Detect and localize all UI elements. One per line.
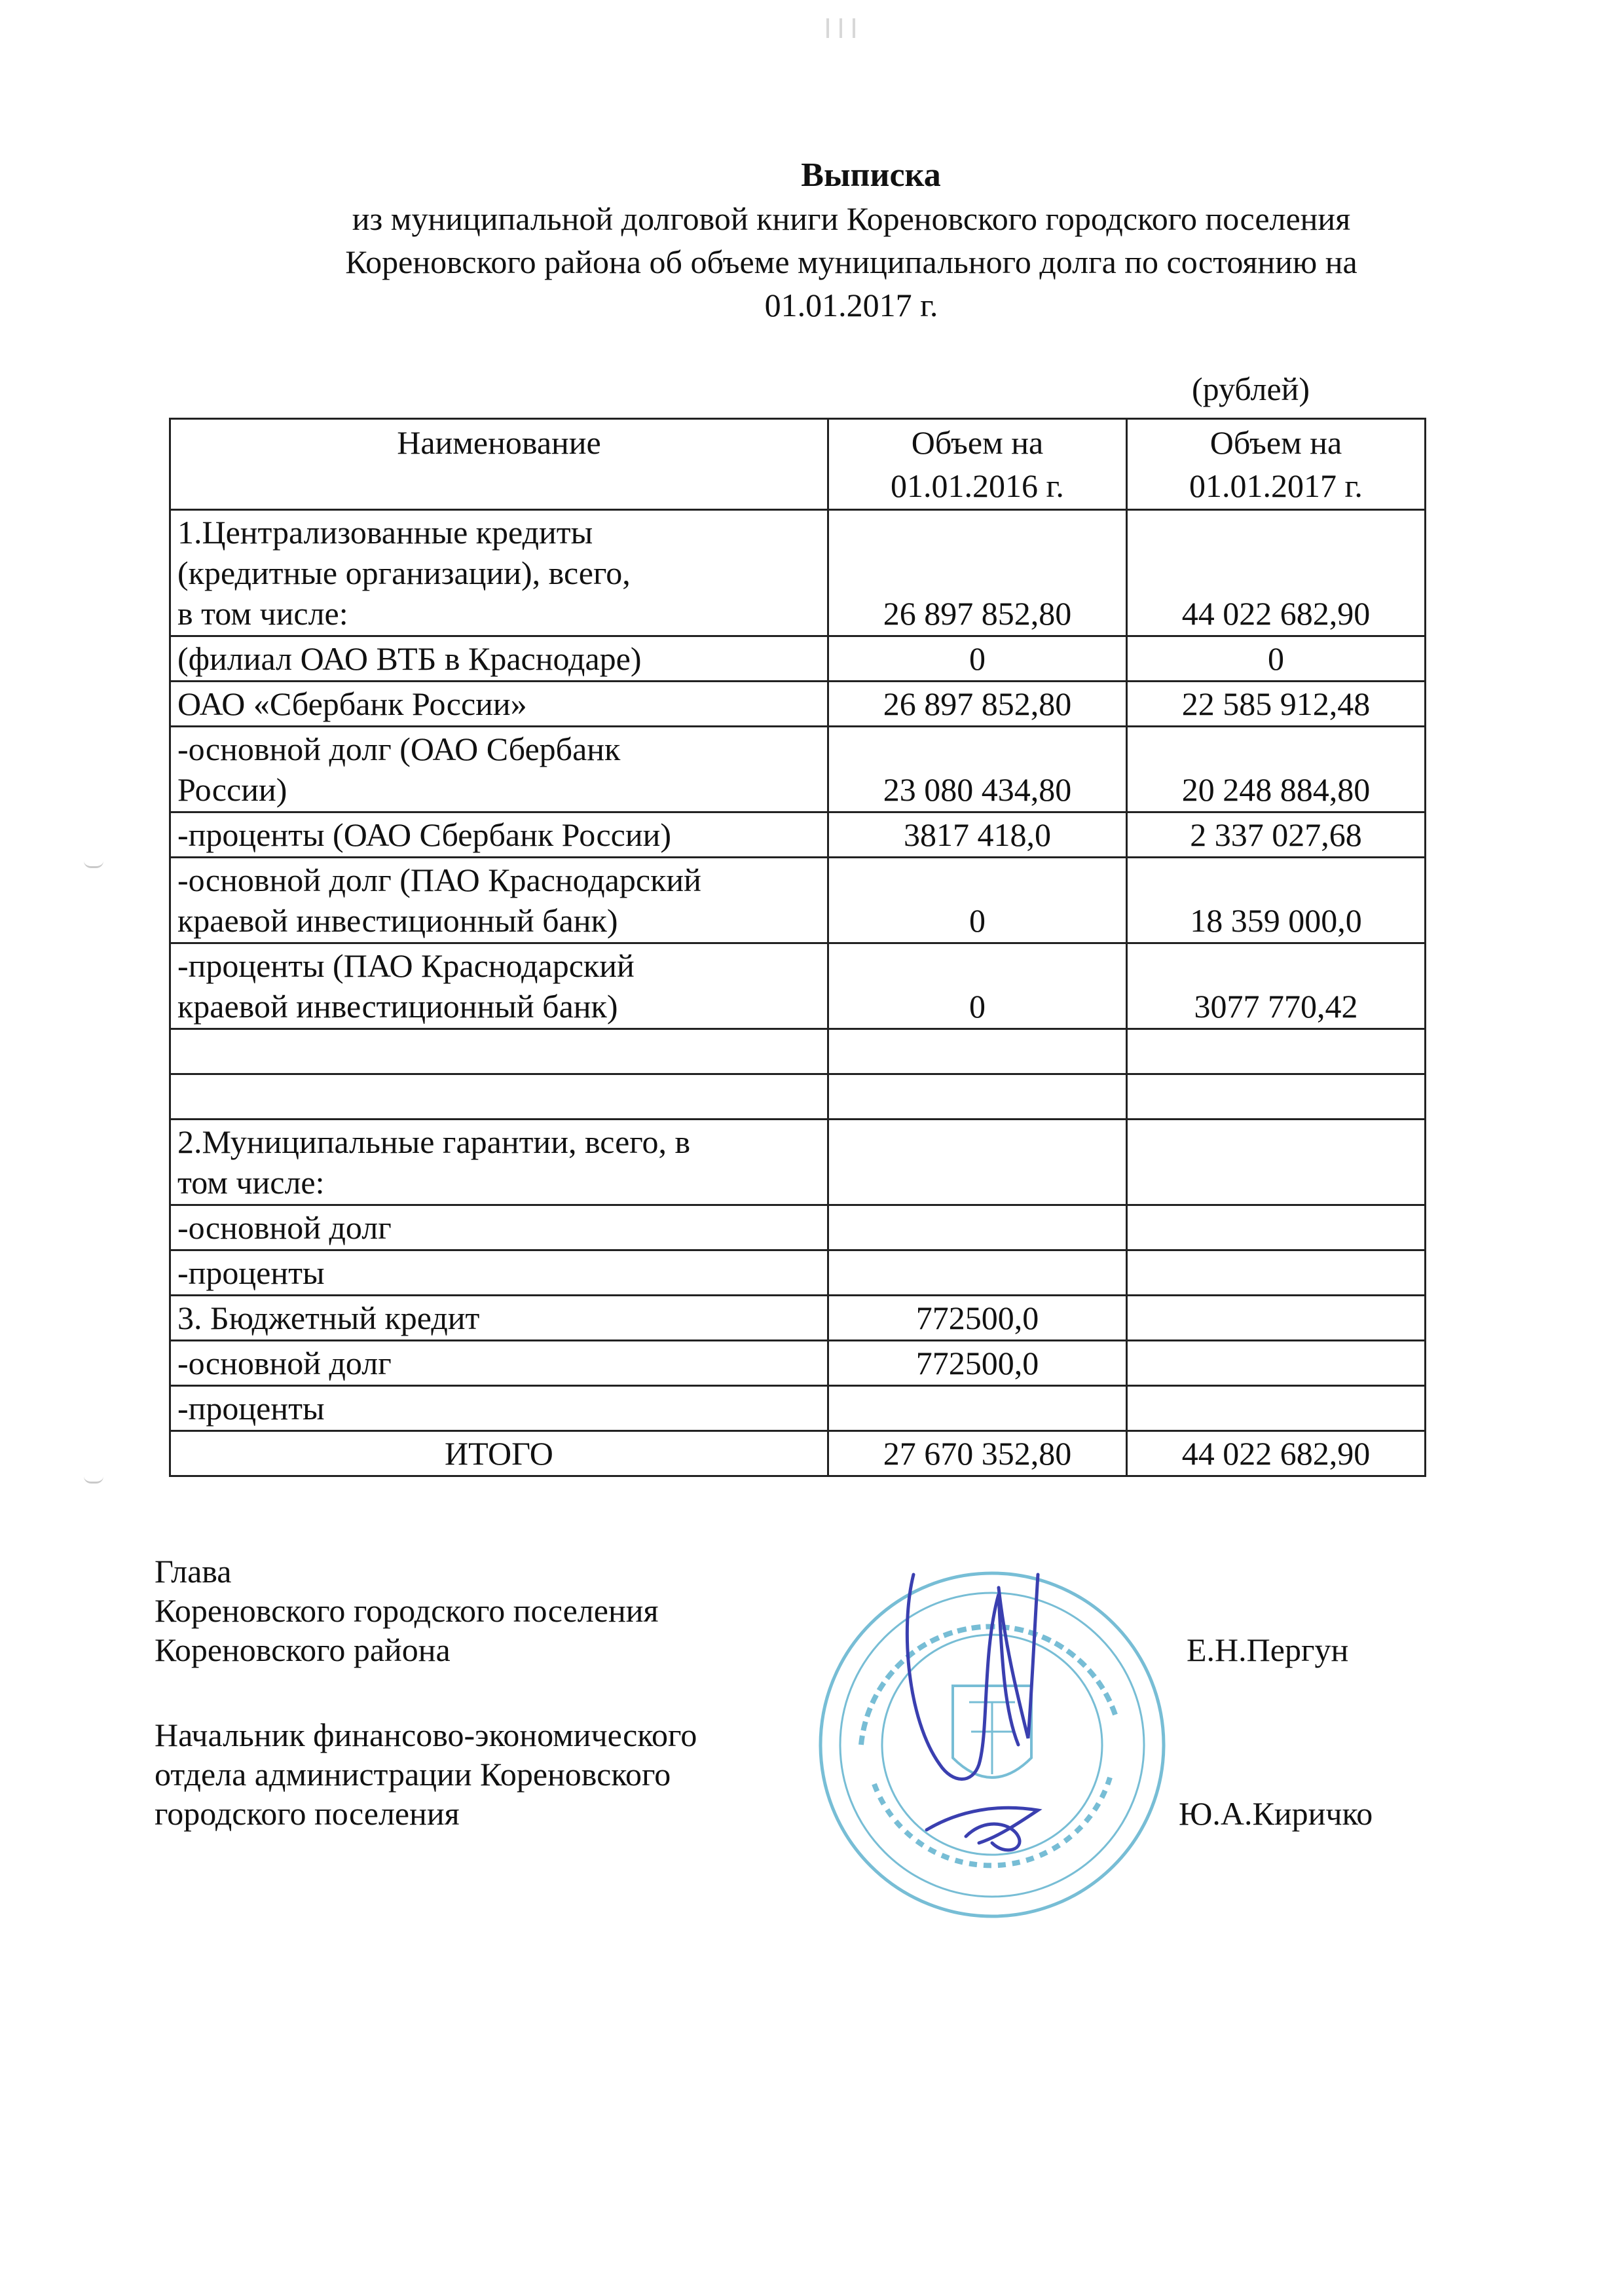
unit-label: (рублей)	[1192, 371, 1310, 407]
table-row	[170, 1386, 1426, 1431]
table-row	[170, 1296, 1426, 1341]
row-name-cell	[170, 1120, 828, 1205]
value-2017-cell: 3077 770,42	[1126, 943, 1425, 1029]
table-row	[170, 1250, 1426, 1296]
value-2016-cell: 772500,0	[828, 1296, 1126, 1341]
row-name-cell	[170, 1250, 828, 1296]
table-row	[170, 1074, 1426, 1120]
row-name-line: 3. Бюджетный кредит	[177, 1300, 480, 1336]
value-2017-cell: 2 337 027,68	[1126, 812, 1425, 858]
table-row	[170, 682, 1426, 727]
row-name-cell	[170, 727, 828, 812]
table-row	[170, 1341, 1426, 1386]
row-name-line: России)	[177, 771, 287, 808]
row-name-line: ОАО «Сбербанк России»	[177, 685, 527, 722]
row-name-line: (кредитные организации), всего,	[177, 555, 631, 591]
value-2017-cell	[1126, 1386, 1425, 1431]
table-row	[170, 812, 1426, 858]
row-name-line: -проценты	[177, 1390, 325, 1427]
table-header-row	[170, 419, 1426, 510]
value-2016-cell: 23 080 434,80	[828, 727, 1126, 812]
row-name-cell	[170, 1205, 828, 1250]
row-name-cell	[170, 1386, 828, 1431]
row-name-line: -проценты (ПАО Краснодарский	[177, 947, 635, 984]
table-row	[170, 943, 1426, 1029]
value-2016-cell: 772500,0	[828, 1341, 1126, 1386]
row-name-cell	[170, 1029, 828, 1074]
value-2016-cell	[828, 1386, 1126, 1431]
row-name-line: -проценты (ОАО Сбербанк России)	[177, 816, 672, 853]
head-position-block	[155, 1552, 658, 1669]
row-name-cell	[170, 1074, 828, 1120]
value-2016-cell: 0	[828, 636, 1126, 682]
value-2016-cell: 26 897 852,80	[828, 682, 1126, 727]
value-2017-cell	[1126, 1074, 1425, 1120]
value-2016-cell	[828, 1250, 1126, 1296]
value-2017-cell: 44 022 682,90	[1126, 510, 1425, 636]
table-row	[170, 636, 1426, 682]
debt-table	[169, 418, 1426, 1477]
value-2017-cell: 0	[1126, 636, 1425, 682]
value-2017-cell	[1126, 1341, 1425, 1386]
subtitle-line: Кореновского района об объеме муниципального долга по состоянию на	[345, 244, 1357, 280]
row-name-line: 2.Муниципальные гарантии, всего, в	[177, 1123, 691, 1160]
row-name-line: том числе:	[177, 1164, 325, 1201]
row-name-cell	[170, 510, 828, 636]
value-2017-cell	[1126, 1296, 1425, 1341]
table-row	[170, 1029, 1426, 1074]
value-2016-cell: 0	[828, 943, 1126, 1029]
table-row	[170, 727, 1426, 812]
value-2017-cell	[1126, 1029, 1425, 1074]
table-row	[170, 1205, 1426, 1250]
row-name-cell	[170, 682, 828, 727]
row-name-cell	[170, 858, 828, 943]
finance-position-line: отдела администрации Кореновского	[155, 1756, 671, 1793]
value-2017-cell: 22 585 912,48	[1126, 682, 1425, 727]
scan-mark	[84, 1476, 103, 1484]
row-name-cell	[170, 1296, 828, 1341]
column-header-2016: Объем на 01.01.2016 г.	[828, 419, 1126, 510]
row-name-line: в том числе:	[177, 595, 348, 632]
column-header-2017: Объем на 01.01.2017 г.	[1126, 419, 1425, 510]
page-scan-mark	[826, 18, 905, 45]
value-2016-cell: 3817 418,0	[828, 812, 1126, 858]
total-label: ИТОГО	[170, 1431, 828, 1476]
value-2017-cell: 18 359 000,0	[1126, 858, 1425, 943]
table-row	[170, 510, 1426, 636]
row-name-line: 1.Централизованные кредиты	[177, 514, 593, 551]
value-2017-cell	[1126, 1205, 1425, 1250]
finance-position-line: городского поселения	[155, 1795, 460, 1832]
official-stamp	[802, 1548, 1182, 1928]
row-name-line: -основной долг (ПАО Краснодарский	[177, 862, 701, 898]
head-position-line: Кореновского городского поселения	[155, 1592, 659, 1629]
value-2016-cell: 0	[828, 858, 1126, 943]
document-header	[164, 154, 1539, 327]
total-row	[170, 1431, 1426, 1476]
row-name-line: -проценты	[177, 1254, 325, 1291]
subtitle-line: из муниципальной долговой книги Кореновского городского поселения	[352, 200, 1351, 237]
finance-position-block	[155, 1715, 697, 1833]
document-title: Выписка	[801, 156, 941, 194]
row-name-cell	[170, 943, 828, 1029]
table-row	[170, 1120, 1426, 1205]
row-name-line: -основной долг (ОАО Сбербанк	[177, 731, 621, 767]
row-name-line: краевой инвестиционный банк)	[177, 988, 618, 1025]
value-2016-cell: 26 897 852,80	[828, 510, 1126, 636]
total-value-2016: 27 670 352,80	[828, 1431, 1126, 1476]
head-position-line: Глава	[155, 1553, 232, 1590]
value-2016-cell	[828, 1029, 1126, 1074]
finance-position-line: Начальник финансово-экономического	[155, 1717, 697, 1753]
value-2016-cell	[828, 1205, 1126, 1250]
value-2016-cell	[828, 1120, 1126, 1205]
total-value-2017: 44 022 682,90	[1126, 1431, 1425, 1476]
value-2017-cell: 20 248 884,80	[1126, 727, 1425, 812]
head-signatory-name: Е.Н.Пергун	[1187, 1631, 1349, 1668]
scan-mark	[84, 861, 103, 868]
row-name-line: -основной долг	[177, 1209, 392, 1246]
finance-signatory-name: Ю.А.Киричко	[1179, 1795, 1373, 1832]
value-2017-cell	[1126, 1120, 1425, 1205]
row-name-cell	[170, 1341, 828, 1386]
row-name-cell	[170, 812, 828, 858]
row-name-line: краевой инвестиционный банк)	[177, 902, 618, 939]
column-header-name: Наименование	[170, 419, 828, 510]
head-position-line: Кореновского района	[155, 1631, 451, 1668]
row-name-cell	[170, 636, 828, 682]
value-2017-cell	[1126, 1250, 1425, 1296]
table-row	[170, 858, 1426, 943]
subtitle-line: 01.01.2017 г.	[764, 287, 938, 323]
row-name-line: (филиал ОАО ВТБ в Краснодаре)	[177, 640, 642, 677]
row-name-line: -основной долг	[177, 1345, 392, 1381]
value-2016-cell	[828, 1074, 1126, 1120]
